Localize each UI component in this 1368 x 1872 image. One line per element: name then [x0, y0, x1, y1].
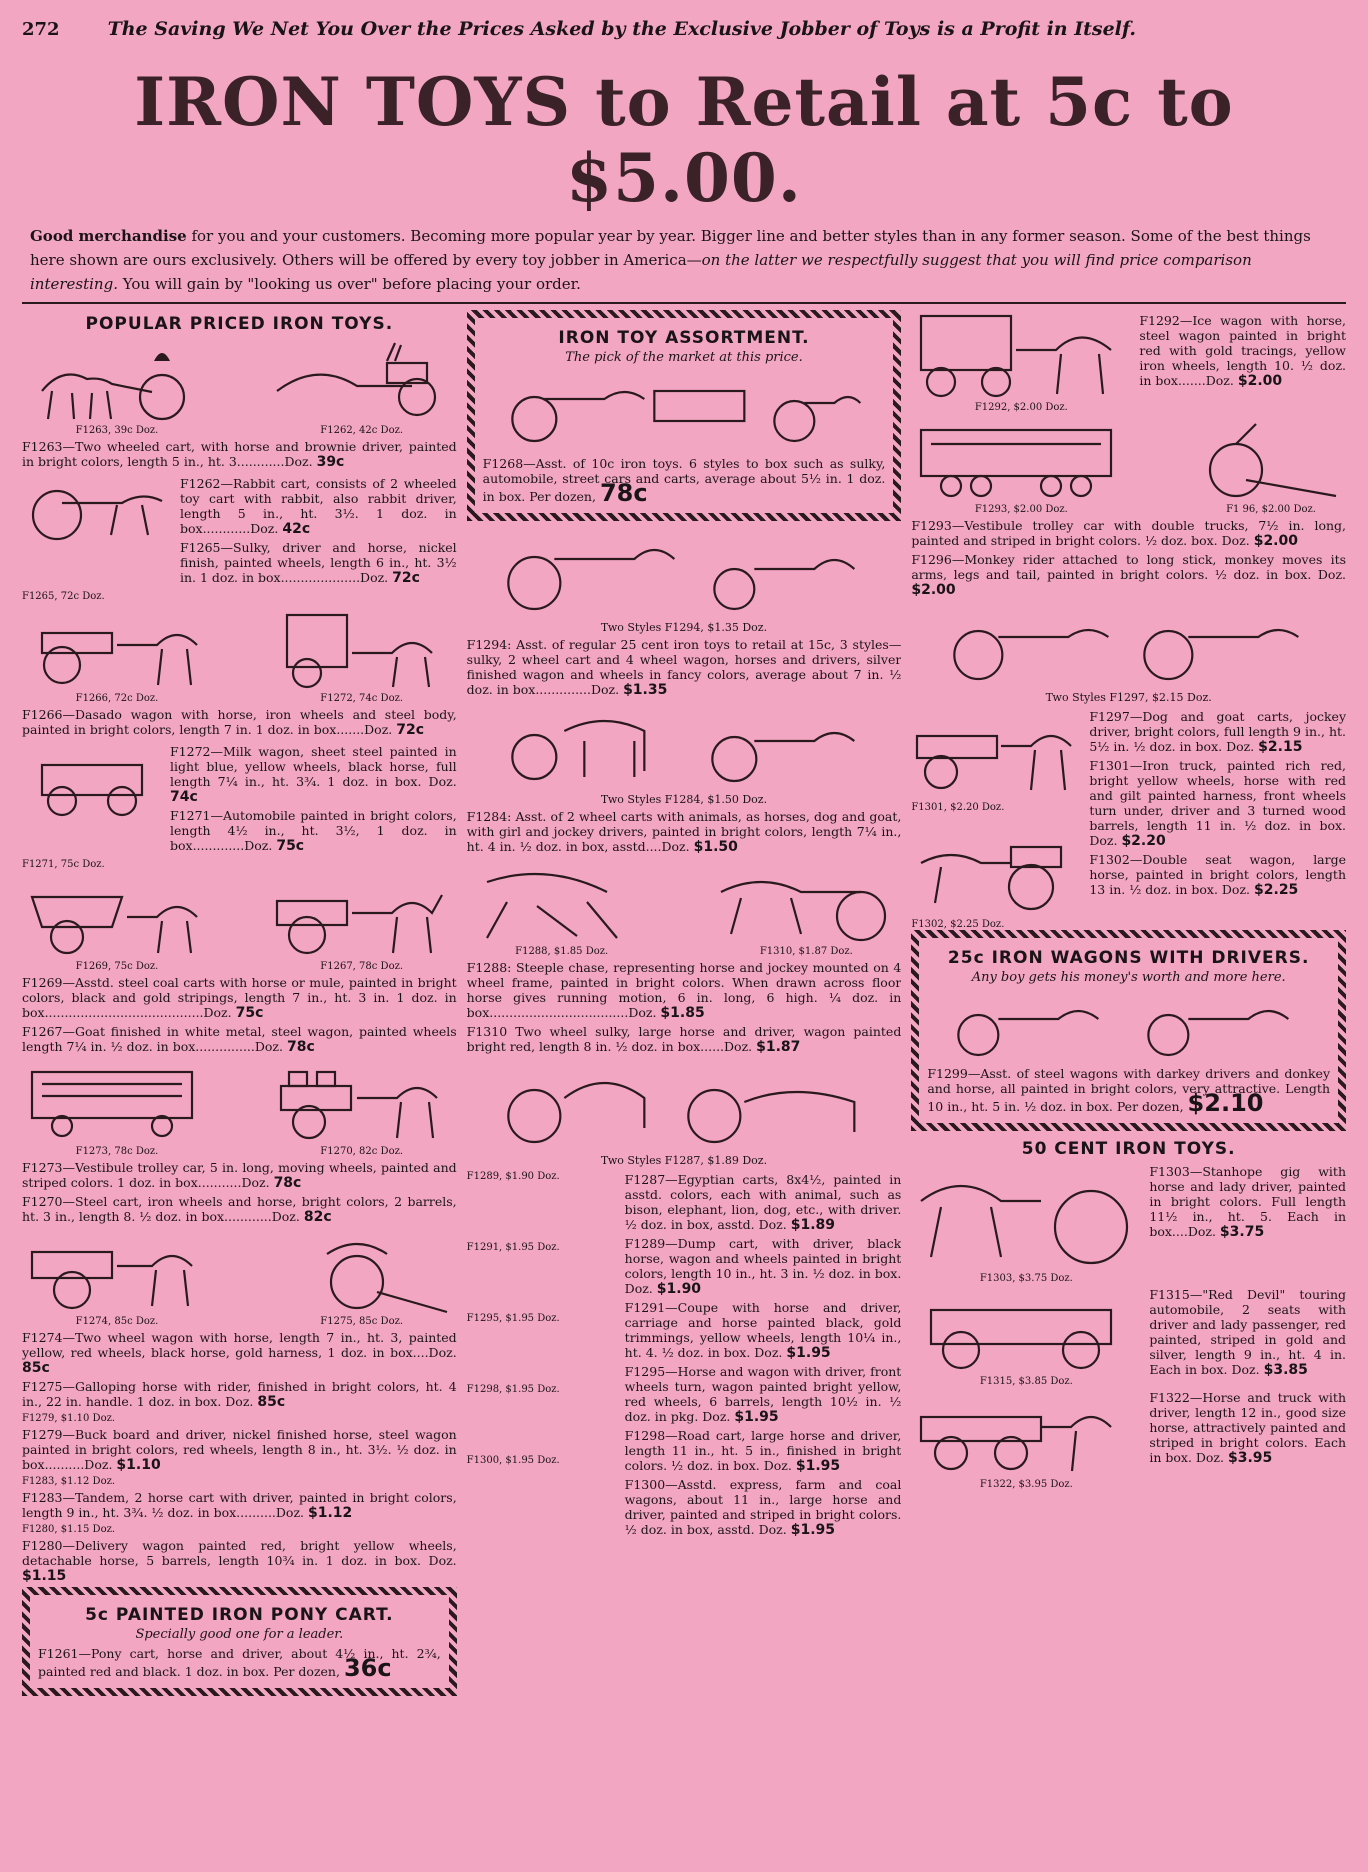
item-price: $1.89: [790, 1217, 836, 1233]
item-f1295: [625, 1364, 902, 1425]
item-price: $1.95: [786, 1345, 831, 1361]
item-f1271: [170, 808, 457, 854]
figure-caption: F1265, 72c Doz.: [22, 591, 105, 602]
figure-caption: F1 96, $2.00 Doz.: [1226, 504, 1316, 515]
item-f1266: [22, 707, 457, 738]
figure-caption: F1263, 39c Doz.: [75, 425, 159, 436]
item-text: F1284: Asst. of 2 wheel carts with animals, as horses, dog and goat, with girl and jockey drivers, painted in bright colors, length 7¼ in., ht. 4 in. ½ doz. in box, asstd....Doz.: [466, 809, 902, 854]
intro-text-1: for you and your customers. Becoming more popular year by year. Bigger line and better styles than in any former season. Some of the best things here shown are ours exclusively. Others will be offered by every toy jobber in America—: [30, 227, 1311, 269]
item-price: 78c: [286, 1039, 315, 1055]
row-f1297: [911, 706, 1346, 930]
item-price: $1.95: [795, 1458, 841, 1474]
item-price: 85c: [22, 1360, 50, 1376]
item-price: 72c: [396, 722, 425, 738]
item-text: F1262—Rabbit cart, consists of 2 wheeled toy cart with rabbit, also rabbit driver, length 5 in., ht. 3½. 1 doz. in box............Doz.: [180, 476, 457, 536]
item-price: $1.12: [308, 1505, 353, 1521]
figure-f1274: [22, 1232, 212, 1327]
item-f1283: [22, 1490, 457, 1521]
figure-f1263: [22, 341, 212, 436]
item-price: 78c: [273, 1175, 302, 1191]
section-subtitle-pony: Specially good one for a leader.: [135, 1627, 344, 1642]
figure-f1310: [711, 862, 901, 957]
captions-col3: [911, 706, 1081, 930]
figure-row-4: [22, 1059, 457, 1157]
figure-f1272: [267, 609, 457, 704]
figure-caption: Two Styles F1287, $1.89 Doz.: [600, 1154, 768, 1167]
item-price: $1.95: [734, 1409, 779, 1425]
item-f1279: [22, 1427, 457, 1473]
goat-wagon-illustration: [267, 877, 457, 959]
figure-f1292: [911, 310, 1131, 413]
figure-f1262: [267, 341, 457, 436]
column-higher-priced: [911, 310, 1346, 1872]
figure-caption: F1274, 85c Doz.: [75, 1316, 159, 1327]
captions-left: [467, 1169, 617, 1466]
animal-carts-illustration: [467, 701, 902, 787]
figure-f1288: [467, 862, 657, 957]
figure-caption: F1283, $1.12 Doz.: [22, 1476, 116, 1487]
horse-truck-illustration: [911, 1387, 1141, 1477]
sulky-horse-illustration: [711, 862, 901, 944]
item-f1297: [1089, 709, 1346, 755]
two-wheel-wagon-illustration: [22, 1232, 212, 1314]
running-header: [22, 18, 1346, 46]
row-f1287: [467, 1169, 902, 1541]
stanhope-gig-illustration: [911, 1161, 1141, 1271]
figure-caption: Two Styles F1297, $2.15 Doz.: [1045, 691, 1212, 704]
item-text: F1315—"Red Devil" touring automobile, 2 seats with driver and lady passenger, red painted, striped in gold and silver, length 9 in., ht. 4 in. Each in box. Doz.: [1149, 1287, 1347, 1377]
item-f1315: [1149, 1287, 1346, 1378]
page-headline: IRON TOYS to Retail at 5c to $5.00.: [134, 63, 1234, 217]
item-price: 75c: [235, 1005, 264, 1021]
item-f1300: [625, 1477, 902, 1538]
item-text: F1271—Automobile painted in bright colors, length 4½ in., ht. 3½, 1 doz. in box.............Doz.: [170, 808, 457, 853]
item-text: F1261—Pony cart, horse and driver, about 4½ in., ht. 2¾, painted red and black. 1 doz. in box. Per dozen,: [38, 1646, 441, 1679]
coal-cart-illustration: [22, 877, 212, 959]
entries-f1262-f1265: [180, 473, 457, 589]
item-price: 42c: [282, 521, 311, 537]
item-price: $1.50: [693, 839, 738, 855]
item-price: $3.95: [1227, 1450, 1273, 1466]
figure-row-5: [22, 1229, 457, 1327]
item-f1265: [180, 540, 457, 586]
item-text: F1298—Road cart, large horse and driver, length 11 in., ht. 5 in., finished in bright colors. ½ doz. in box. Doz.: [624, 1428, 902, 1473]
item-text: F1263—Two wheeled cart, with horse and brownie driver, painted in bright colors, length 5 in., ht. 3............Doz.: [22, 439, 457, 469]
intro-italic: on the latter we respectfully suggest that you will find price comparison interesting.: [30, 251, 1252, 293]
item-text: F1270—Steel cart, iron wheels and horse, bright colors, 2 barrels, ht. 3 in., length 8. ½ doz. in box............Doz.: [22, 1194, 457, 1224]
steeple-chase-illustration: [467, 862, 657, 944]
item-text: F1310 Two wheel sulky, large horse and driver, wagon painted bright red, length 8 in. ½ doz. in box......Doz.: [466, 1024, 902, 1054]
item-f1261: [38, 1646, 441, 1682]
item-text: F1272—Milk wagon, sheet steel painted in light blue, yellow wheels, black horse, full length 7¼ in., ht. 3¾. 1 doz. in box. Doz.: [170, 744, 457, 789]
figure-caption: F1262, 42c Doz.: [320, 425, 404, 436]
item-price: 78c: [599, 479, 648, 507]
wagons-drivers-illustration: [927, 989, 1330, 1059]
section-subtitle-wagons: Any boy gets his money's worth and more here.: [971, 970, 1286, 985]
figure-f1315: [911, 1284, 1141, 1387]
section-title-wagons: 25c IRON WAGONS WITH DRIVERS.: [947, 948, 1310, 968]
item-price: $2.00: [911, 582, 956, 598]
item-f1263: [22, 439, 457, 470]
ice-wagon-illustration: [911, 310, 1131, 400]
item-text: F1297—Dog and goat carts, jockey driver, bright colors, full length 9 in., ht. 5½ in. ½ doz. in box. Doz.: [1089, 709, 1347, 754]
figure-f1269: [22, 877, 212, 972]
item-price: 82c: [303, 1209, 332, 1225]
item-text: F1283—Tandem, 2 horse cart with driver, painted in bright colors, length 9 in., ht. 3¾. ½ doz. in box..........Doz.: [22, 1490, 457, 1520]
item-f1272: [170, 744, 457, 805]
section-title-popular: POPULAR PRICED IRON TOYS.: [85, 314, 394, 334]
column-popular-priced: [22, 310, 457, 1872]
item-text: F1293—Vestibule trolley car with double trucks, 7½ in. long, painted and striped in bright colors. ½ doz. box. Doz.: [911, 518, 1347, 548]
item-f1303: [1149, 1164, 1346, 1240]
steel-cart-illustration: [267, 1062, 457, 1144]
item-price: 36c: [343, 1654, 392, 1682]
figure-caption: F1279, $1.10 Doz.: [22, 1413, 116, 1424]
row-f1315: [911, 1284, 1346, 1387]
item-f1270: [22, 1194, 457, 1225]
item-text: F1291—Coupe with horse and driver, carriage and horse painted black, gold trimmings, yellow wheels, length 10¼ in., ht. 4. ½ doz. in box. Doz.: [624, 1300, 902, 1360]
item-price: 39c: [316, 454, 345, 470]
item-f1274: [22, 1330, 457, 1376]
galloping-horse-illustration: [267, 1232, 457, 1314]
item-f1267: [22, 1024, 457, 1055]
item-price: $3.85: [1263, 1362, 1308, 1378]
assortment-box: [467, 310, 902, 521]
item-price: $3.75: [1219, 1224, 1265, 1240]
dasado-wagon-illustration: [22, 609, 212, 691]
header-rule: [22, 302, 1346, 304]
item-f1287: [625, 1172, 902, 1233]
intro-bold-lead: Good merchandise: [30, 227, 187, 245]
item-text: F1289—Dump cart, with driver, black horse, wagon and wheels painted in bright colors, length 10 in., ht. 3 in. ½ doz. in box. Doz.: [624, 1236, 902, 1296]
figure-caption: F1280, $1.15 Doz.: [22, 1524, 116, 1535]
item-price: 72c: [392, 570, 420, 586]
item-f1284: [467, 809, 902, 855]
item-text: F1303—Stanhope gig with horse and lady driver, painted in bright colors. Full length 11½ in., ht. 5. Each in box....Doz.: [1149, 1164, 1347, 1239]
section-title-fifty: 50 CENT IRON TOYS.: [1021, 1139, 1236, 1159]
page-number: 272: [22, 19, 60, 40]
figure-row-1: [22, 338, 457, 436]
figure-f1273: [22, 1062, 212, 1157]
item-price: $1.15: [22, 1568, 67, 1584]
item-price: 74c: [170, 789, 198, 805]
item-f1322: [1149, 1390, 1346, 1466]
figure-caption: F1322, $3.95 Doz.: [979, 1479, 1073, 1490]
rabbit-cart-illustration: [267, 341, 457, 423]
item-text: F1300—Asstd. express, farm and coal wagons, about 11 in., large horse and driver, painted and striped in bright colors. ½ doz. in box, asstd. Doz.: [624, 1477, 902, 1537]
item-price: $2.00: [1253, 533, 1298, 549]
figure-f1266: [22, 609, 212, 704]
figure-caption: F1301, $2.20 Doz.: [911, 802, 1005, 813]
item-text: F1294: Asst. of regular 25 cent iron toys to retail at 15c, 3 styles—sulky, 2 wheel cart and 4 wheel wagon, horses and drivers, silver finished wagon and wheels in fancy colors, average about 7 in. ½ doz. in box..............Doz.: [466, 637, 902, 697]
entries-col3: [1089, 706, 1346, 901]
intro-text-2: You will gain by "looking us over" before placing your order.: [117, 275, 581, 293]
figure-caption: F1272, 74c Doz.: [320, 693, 404, 704]
item-text: F1267—Goat finished in white metal, steel wagon, painted wheels length 7¼ in. ½ doz. in box...............Doz.: [22, 1024, 457, 1054]
automobile-illustration: [22, 741, 162, 821]
item-text: F1280—Delivery wagon painted red, bright yellow wheels, detachable horse, 5 barrels, length 10¾ in. 1 doz. in box. Doz.: [22, 1538, 457, 1568]
row-f1292: [911, 310, 1346, 413]
figure-f1293: [911, 420, 1131, 515]
pony-cart-box: [22, 1587, 457, 1696]
item-f1273: [22, 1160, 457, 1191]
item-f1288: [467, 960, 902, 1021]
row-f1262: [22, 473, 457, 589]
item-price: 75c: [276, 838, 305, 854]
figure-caption: F1292, $2.00 Doz.: [974, 402, 1068, 413]
section-subtitle-assortment: The pick of the market at this price.: [565, 350, 803, 365]
monkey-rider-illustration: [1196, 420, 1346, 502]
item-text: F1292—Ice wagon with horse, steel wagon painted in bright red with gold tracings, yellow iron wheels, length 10. ½ doz. in box.......Doz.: [1139, 313, 1347, 388]
figure-f1322: [911, 1387, 1141, 1490]
item-text: F1288: Steeple chase, representing horse and jockey mounted on 4 wheel frame, painted in bright colors. When drawn across floor horse gives running motion, 6 in. long, 6 high. ¼ doz. in box...................................Doz.: [466, 960, 902, 1020]
item-price: $1.35: [623, 682, 668, 698]
item-text: F1296—Monkey rider attached to long stick, monkey moves its arms, legs and tail, painted in bright colors. ½ doz. in box. Doz.: [911, 552, 1347, 582]
figure-row-2: [22, 606, 457, 704]
item-price: $2.25: [1254, 882, 1299, 898]
figure-caption: F1298, $1.95 Doz.: [466, 1384, 560, 1395]
column-assortment: [467, 310, 902, 1872]
trolley-car-illustration: [22, 1062, 212, 1144]
item-text: F1269—Asstd. steel coal carts with horse or mule, painted in bright colors, black and gold stripings, length 7 in., ht. 3 in. 1 doz. in box........................................Doz.: [22, 975, 457, 1020]
item-price: $1.95: [790, 1522, 836, 1538]
figure-caption: Two Styles F1284, $1.50 Doz.: [600, 793, 768, 806]
milk-wagon-illustration: [267, 609, 457, 691]
item-price: $1.90: [656, 1281, 702, 1297]
item-f1310: [467, 1024, 902, 1055]
item-price: $2.10: [1187, 1089, 1264, 1117]
section-title-pony: 5c PAINTED IRON PONY CART.: [85, 1605, 394, 1625]
item-price: $2.15: [1258, 739, 1303, 755]
item-text: F1322—Horse and truck with driver, length 12 in., good size horse, attractively painted and striped in bright colors. Each in box. Doz.: [1149, 1390, 1347, 1465]
item-price: $2.00: [1237, 373, 1283, 389]
touring-automobile-illustration: [911, 1284, 1141, 1374]
item-text: F1268—Asst. of 10c iron toys. 6 styles to box such as sulky, automobile, street cars and carts, average about 5½ in. 1 doz. in box. Per dozen,: [482, 456, 886, 504]
running-title: The Saving We Net You Over the Prices Asked by the Exclusive Jobber of Toys is a Profit in Itself.: [107, 18, 1137, 40]
figure-caption: F1275, 85c Doz.: [320, 1316, 404, 1327]
item-price: $1.85: [660, 1005, 705, 1021]
figure-caption: F1291, $1.95 Doz.: [466, 1242, 560, 1253]
item-f1302: [1089, 852, 1346, 898]
intro-paragraph: [22, 224, 1346, 296]
wagons-with-drivers-box: [911, 930, 1346, 1131]
item-text: F1275—Galloping horse with rider, finished in bright colors, ht. 4 in., 22 in. handle. 1 doz. in box. Doz.: [22, 1379, 457, 1409]
figure-row-steeplechase: [467, 859, 902, 957]
item-text: F1299—Asst. of steel wagons with darkey drivers and donkey and horse, all painted in bright colors, very attractive. Length 10 in., ht. 5 in. ½ doz. in box. Per dozen,: [927, 1066, 1331, 1114]
figure-caption: F1271, 75c Doz.: [22, 859, 105, 870]
assortment-illustration: [483, 369, 886, 449]
sulky-illustration: [22, 473, 172, 543]
item-price: $2.20: [1121, 833, 1166, 849]
item-f1275: [22, 1379, 457, 1410]
item-text: F1279—Buck board and driver, nickel finished horse, steel wagon painted in bright colors, red wheels, length 8 in., ht. 3½. ½ doz. in box..........Doz.: [22, 1427, 457, 1472]
double-seat-wagon-illustration: [911, 833, 1081, 913]
item-f1268: [482, 456, 886, 507]
figure-row-3: [22, 874, 457, 972]
entries-f1272-f1271: [170, 741, 457, 857]
figure-f1296: [1196, 420, 1346, 515]
figure-caption: F1310, $1.87 Doz.: [759, 946, 853, 957]
columns: [22, 310, 1346, 1872]
figure-caption: F1273, 78c Doz.: [75, 1146, 159, 1157]
dog-goat-carts-illustration: [911, 601, 1346, 685]
figure-caption: F1270, 82c Doz.: [320, 1146, 404, 1157]
item-f1292: [1139, 313, 1346, 389]
figure-caption: F1295, $1.95 Doz.: [466, 1313, 560, 1324]
item-f1269: [22, 975, 457, 1021]
row-f1322: [911, 1387, 1346, 1490]
figure-caption: F1288, $1.85 Doz.: [515, 946, 609, 957]
trolley-double-truck-illustration: [911, 420, 1131, 502]
figure-f1303: [911, 1161, 1141, 1284]
figure-row-trolley: [911, 417, 1346, 515]
item-text: F1302—Double seat wagon, large horse, painted in bright colors, length 13 in. ½ doz. in box. Doz.: [1089, 852, 1347, 897]
item-f1294: [467, 637, 902, 698]
section-title-assortment: IRON TOY ASSORTMENT.: [558, 328, 810, 348]
figure-caption: F1303, $3.75 Doz.: [979, 1273, 1073, 1284]
egyptian-carts-illustration: [467, 1058, 902, 1148]
item-f1262: [180, 476, 457, 537]
item-f1299: [927, 1066, 1331, 1117]
item-f1289: [625, 1236, 902, 1297]
item-price: 85c: [257, 1394, 286, 1410]
item-f1301: [1089, 758, 1346, 849]
figure-f1270: [267, 1062, 457, 1157]
item-price: $1.10: [116, 1457, 161, 1473]
row-f1272: [22, 741, 457, 857]
figure-caption: F1293, $2.00 Doz.: [974, 504, 1068, 515]
item-text: F1274—Two wheel wagon with horse, length 7 in., ht. 3, painted yellow, red wheels, black horse, gold harness, 1 doz. in box....Doz.: [22, 1330, 457, 1360]
figure-caption: F1302, $2.25 Doz.: [911, 919, 1005, 930]
figure-caption: F1300, $1.95 Doz.: [466, 1455, 560, 1466]
item-text: F1273—Vestibule trolley car, 5 in. long, moving wheels, painted and striped colors. 1 doz. in box...........Doz.: [22, 1160, 457, 1190]
figure-f1275: [267, 1232, 457, 1327]
item-text: F1287—Egyptian carts, 8x4½, painted in asstd. colors, each with animal, such as bison, elephant, lion, dog, etc., with driver. ½ doz. in box, asstd. Doz.: [624, 1172, 902, 1232]
row-f1303: [911, 1161, 1346, 1284]
figure-f1267: [267, 877, 457, 972]
figure-caption: F1269, 75c Doz.: [75, 961, 159, 972]
figure-caption: F1315, $3.85 Doz.: [979, 1376, 1073, 1387]
horse-cart-illustration: [22, 341, 212, 423]
figure-caption: F1267, 78c Doz.: [320, 961, 404, 972]
item-f1298: [625, 1428, 902, 1474]
item-text: F1301—Iron truck, painted rich red, bright yellow wheels, horse with red and gilt painted harness, front wheels turn under, driver and 3 turned wood barrels, length 11 in. ½ doz. in box. Doz.: [1089, 758, 1347, 848]
item-price: $1.87: [756, 1039, 801, 1055]
figure-caption: F1266, 72c Doz.: [75, 693, 159, 704]
item-f1291: [625, 1300, 902, 1361]
item-f1280: [22, 1538, 457, 1584]
figure-caption: F1289, $1.90 Doz.: [466, 1171, 560, 1182]
item-text: F1266—Dasado wagon with horse, iron wheels and steel body, painted in bright colors, length 7 in. 1 doz. in box.......Doz.: [22, 707, 457, 737]
item-text: F1265—Sulky, driver and horse, nickel finish, painted wheels, length 6 in., ht. 3½ in. 1 doz. in box....................Doz.: [180, 540, 457, 585]
entries-right: [625, 1169, 902, 1541]
sulky-cart-illustration: [467, 529, 902, 615]
item-f1296: [911, 552, 1346, 598]
item-text: F1295—Horse and wagon with driver, front wheels turn, wagon painted bright yellow, red wheels, 6 barrels, length 10½ in. ½ doz. in pkg. Doz.: [624, 1364, 902, 1424]
iron-truck-illustration: [911, 706, 1081, 796]
item-f1293: [911, 518, 1346, 549]
figure-caption: Two Styles F1294, $1.35 Doz.: [600, 621, 768, 634]
